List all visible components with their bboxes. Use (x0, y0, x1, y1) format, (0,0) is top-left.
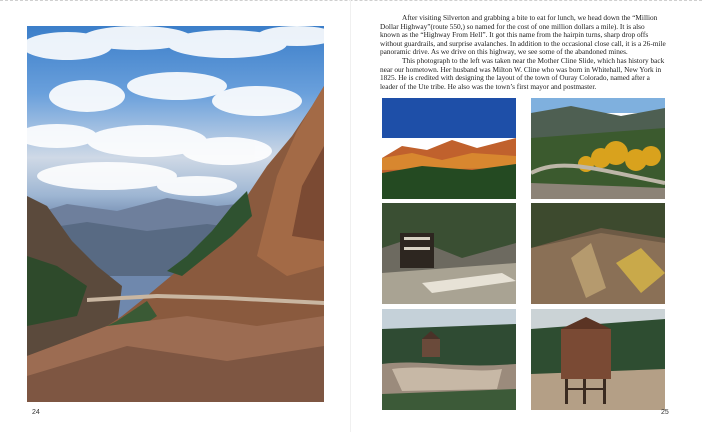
mountain-highway-photo (27, 26, 324, 402)
photo-mine-ruins (382, 203, 516, 304)
paragraph-2: This photograph to the left was taken near the Mother Cline Slide, which has history back near our hometown. Her husband was Milton W. Cline who was born in Whitehall, New York in 1825. He is credited with designing the layout of the town of Ouray Colorado, named after a leader of the Ute tribe. He also was the town’s first mayor and postmaster. (380, 55, 665, 91)
spread-gutter (350, 0, 351, 432)
page-number-right: 25 (661, 409, 669, 416)
photo-red-mountain (382, 98, 516, 199)
body-text (380, 14, 666, 91)
photo-hillside-tailings (531, 203, 665, 304)
photo-aspen-road (531, 98, 665, 199)
page-number-left: 24 (32, 409, 40, 416)
paragraph-1: After visiting Silverton and grabbing a bite to eat for lunch, we head down the “Million Dollar Highway”(route 550,) so named for the cost of one million dollars a mile). It is also known as the “Highway From Hell”. It got this name from the hairpin turns, sharp drop offs without guardrails, and surprise avalanches. In addition to the occasional close call, it is a 26-mile panoramic drive. As we drive on this highway, we see some of the abandoned mines. (380, 13, 666, 57)
photo-wooden-headframe (531, 309, 665, 410)
page-top-edge (0, 0, 702, 2)
photo-mine-shaft-tailings (382, 309, 516, 410)
